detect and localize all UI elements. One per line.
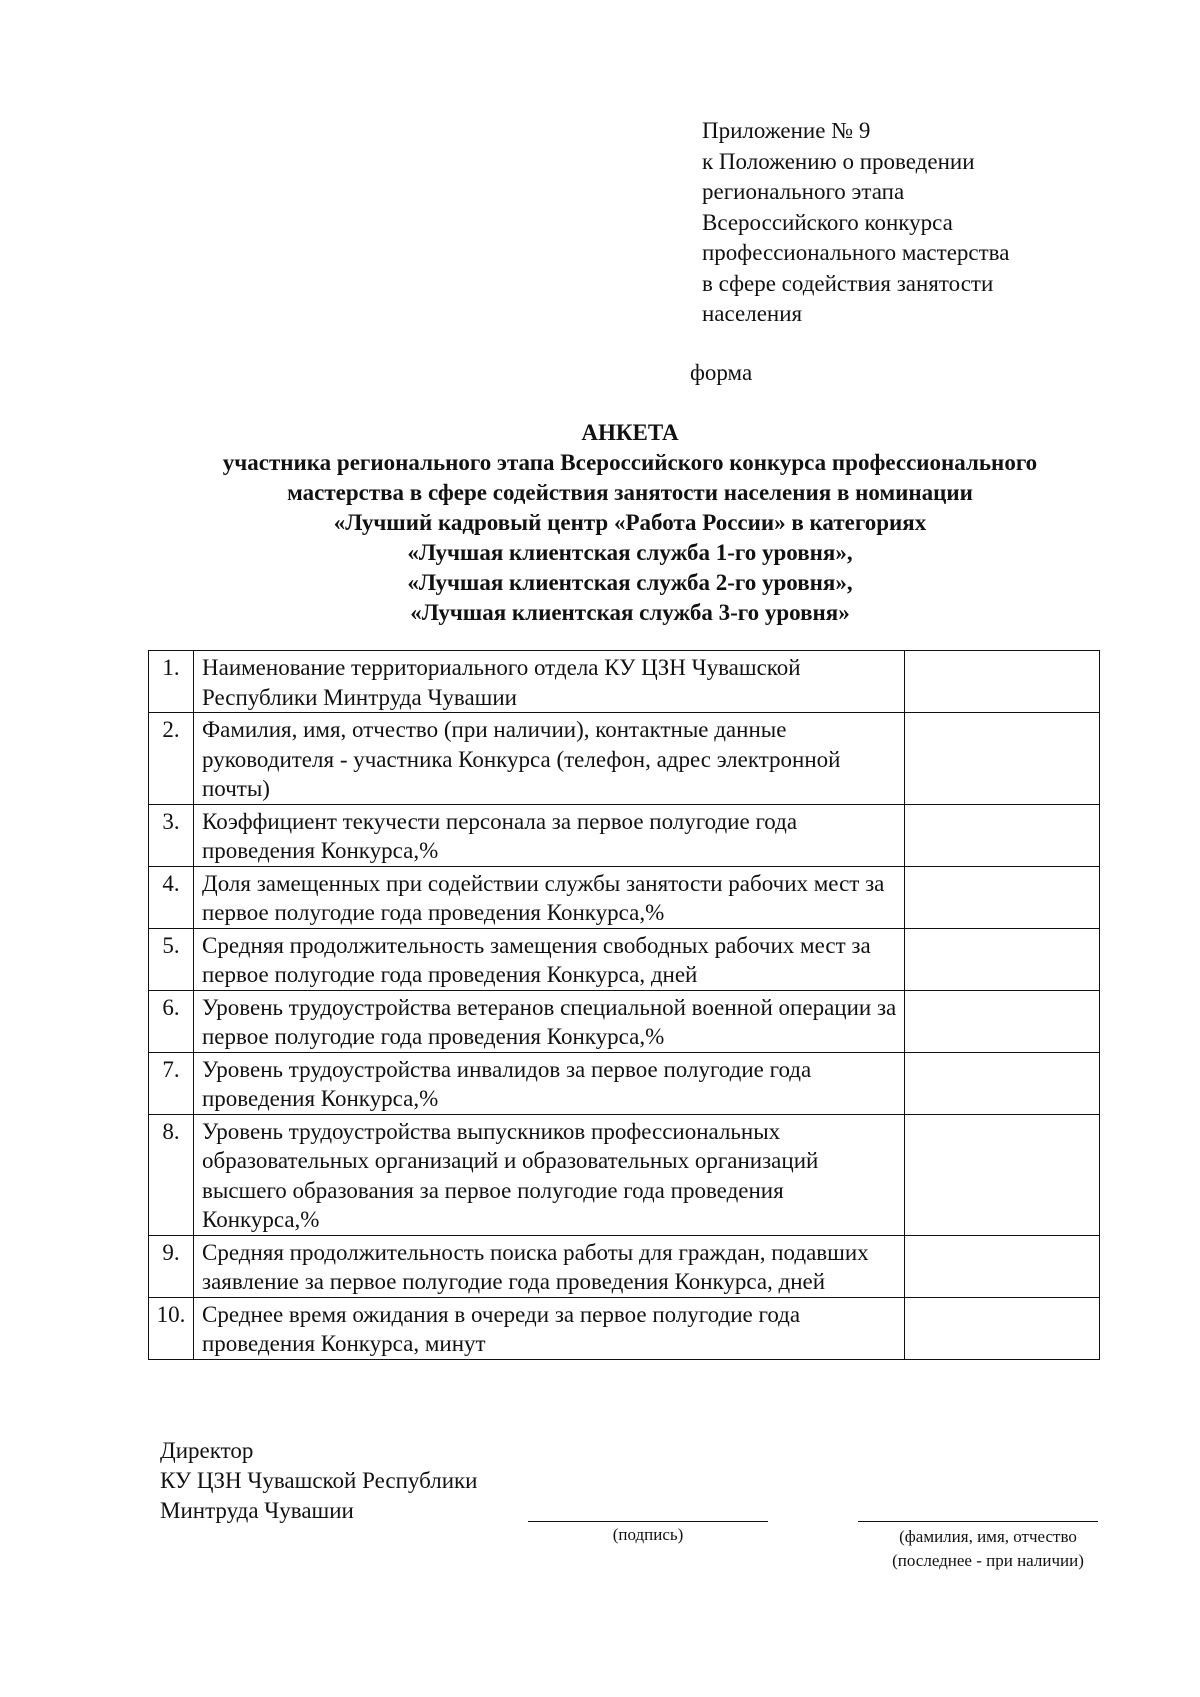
row-number: 1. <box>149 651 194 713</box>
row-question: Среднее время ожидания в очереди за первое полугодие года проведения Конкурса, минут <box>194 1297 905 1359</box>
title-heading: АНКЕТА <box>581 420 679 445</box>
row-number: 3. <box>149 804 194 866</box>
row-answer-cell[interactable] <box>905 990 1100 1052</box>
appendix-line: профессионального мастерства <box>702 240 1010 265</box>
row-number: 2. <box>149 713 194 805</box>
row-answer-cell[interactable] <box>905 928 1100 990</box>
table-row <box>149 1052 1100 1114</box>
row-number: 8. <box>149 1114 194 1235</box>
row-answer-cell[interactable] <box>905 866 1100 928</box>
row-question: Средняя продолжительность поиска работы для граждан, подавших заявление за первое полугодие года проведения Конкурса, дней <box>194 1235 905 1297</box>
row-number: 10. <box>149 1297 194 1359</box>
row-answer-cell[interactable] <box>905 1235 1100 1297</box>
document-title <box>140 418 1120 628</box>
row-answer-cell[interactable] <box>905 1297 1100 1359</box>
appendix-line: населения <box>702 301 803 326</box>
table-row <box>149 1114 1100 1235</box>
row-answer-cell[interactable] <box>905 804 1100 866</box>
table-row <box>149 1235 1100 1297</box>
table-row <box>149 713 1100 805</box>
table-row <box>149 804 1100 866</box>
form-label: форма <box>690 360 753 385</box>
questionnaire-table <box>148 650 1100 1360</box>
title-line: «Лучшая клиентская служба 3-го уровня» <box>410 600 850 625</box>
signatory-line: Минтруда Чувашии <box>160 1498 354 1523</box>
title-line: «Лучший кадровый центр «Работа России» в категориях <box>333 510 927 535</box>
title-line: «Лучшая клиентская служба 2-го уровня», <box>407 570 853 595</box>
row-answer-cell[interactable] <box>905 651 1100 713</box>
row-question: Средняя продолжительность замещения свободных рабочих мест за первое полугодие года проведения Конкурса, дней <box>194 928 905 990</box>
signature-line[interactable] <box>528 1521 768 1522</box>
row-question: Уровень трудоустройства выпускников профессиональных образовательных организаций и образовательных организаций высшего образования за первое полугодие года проведения Конкурса,% <box>194 1114 905 1235</box>
appendix-line: к Положению о проведении <box>702 148 975 174</box>
row-answer-cell[interactable] <box>905 1114 1100 1235</box>
row-number: 5. <box>149 928 194 990</box>
appendix-line: в сфере содействия занятости <box>702 270 994 296</box>
appendix-line: Всероссийского конкурса <box>702 209 953 235</box>
table-row <box>149 990 1100 1052</box>
signatory-block <box>160 1436 478 1526</box>
name-line[interactable] <box>858 1521 1098 1522</box>
title-line: участника регионального этапа Всероссийского конкурса профессионального <box>222 450 1038 475</box>
appendix-line: Приложение № 9 <box>702 118 871 143</box>
row-question: Фамилия, имя, отчество (при наличии), контактные данные руководителя - участника Конкурса (телефон, адрес электронной почты) <box>194 713 905 805</box>
row-question: Доля замещенных при содействии службы занятости рабочих мест за первое полугодие года проведения Конкурса,% <box>194 866 905 928</box>
row-question: Уровень трудоустройства инвалидов за первое полугодие года проведения Конкурса,% <box>194 1052 905 1114</box>
row-question: Наименование территориального отдела КУ ЦЗН Чувашской Республики Минтруда Чувашии <box>194 651 905 713</box>
row-question: Уровень трудоустройства ветеранов специальной военной операции за первое полугодие года проведения Конкурса,% <box>194 990 905 1052</box>
row-number: 9. <box>149 1235 194 1297</box>
appendix-block <box>702 116 1009 330</box>
row-question: Коэффициент текучести персонала за первое полугодие года проведения Конкурса,% <box>194 804 905 866</box>
name-caption: (фамилия, имя, отчество (последнее - при наличии) <box>892 1527 1084 1570</box>
title-line: мастерства в сфере содействия занятости населения в номинации <box>287 480 973 505</box>
row-answer-cell[interactable] <box>905 1052 1100 1114</box>
signatory-line: КУ ЦЗН Чувашской Республики <box>160 1468 478 1493</box>
appendix-line: регионального этапа <box>702 179 905 204</box>
signature-caption: (подпись) <box>612 1525 684 1544</box>
row-number: 6. <box>149 990 194 1052</box>
table-row <box>149 866 1100 928</box>
row-number: 4. <box>149 866 194 928</box>
title-line: «Лучшая клиентская служба 1-го уровня», <box>407 540 853 565</box>
row-number: 7. <box>149 1052 194 1114</box>
signatory-line: Директор <box>160 1438 254 1463</box>
row-answer-cell[interactable] <box>905 713 1100 805</box>
table-row <box>149 928 1100 990</box>
table-row <box>149 651 1100 713</box>
table-row <box>149 1297 1100 1359</box>
